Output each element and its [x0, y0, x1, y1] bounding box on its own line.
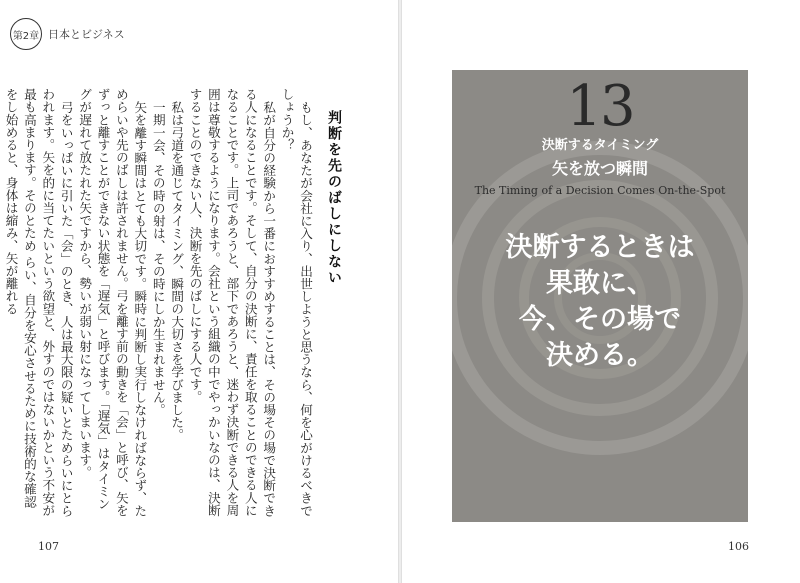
body-paragraph: 弓をいっぱいに引いた「会」のとき、人は最大限の疑いとためらいにとらわれます。矢を的に当てたいという欲望と、外すのではないかという不安が最も高まります。そのとため らい、自分を安心させるために技術的な確認をし始めると、身体は縮み、矢が離れる — [3, 88, 74, 517]
right-page — [402, 0, 800, 583]
chapter-title: 日本とビジネス — [48, 28, 125, 41]
card-headline — [452, 230, 748, 374]
body-paragraph: 一期一会、その時の射は、その時にしか生まれません。 — [150, 100, 166, 416]
card-english-title: The Timing of a Decision Comes On-the-Spot — [474, 184, 726, 197]
body-paragraph: 私は弓道を通じてタイミング、瞬間の大切さを学びました。 — [169, 100, 185, 441]
page-number: 107 — [38, 540, 59, 553]
headline-line: 果敢に、 — [546, 268, 654, 299]
body-paragraph: 私が自分の経験から一番におすすめすることは、その場その場で決断できる人になることです。そして、自分の決断に、責任を取ることのできる人になることです。上司であろうと、部下であろうと、迷わず決断できる人を周囲は尊敬するようになります。会社という組織の中でやっかいなのは、決断することのできない人、決断を先のばしにする人です。 — [187, 88, 277, 517]
title-card — [452, 70, 748, 522]
body-paragraph: 矢を離す瞬間はとても大切です。瞬時に判断し実行しなければならず、ためらいや先のばしは許されません。弓を離す前の動きを「会」と呼び、矢をずっと離すことができない状態を「遅気」と呼びます。「遅気」はタイミングが遅れて放たれた矢ですから、勢いが弱い射になってしまいます。 — [77, 88, 148, 517]
body-paragraph: もし、あなたが会社に入り、出世しようと思うなら、何を心がけるべきでしょうか？ — [279, 88, 313, 517]
card-title: 矢を放つ瞬間 — [551, 159, 648, 178]
headline-line: 決める。 — [546, 340, 654, 371]
page-number: 106 — [728, 540, 749, 553]
headline-line: 今、その場で — [519, 304, 681, 335]
card-subtitle: 決断するタイミング — [541, 138, 659, 153]
section-number: 13 — [566, 74, 634, 139]
headline-line: 決断するときは — [505, 232, 695, 263]
chapter-badge: 第2章 — [10, 18, 42, 50]
body-text — [1, 88, 314, 518]
left-page — [0, 0, 398, 583]
section-heading: 判断を先のばしにしない — [326, 110, 342, 286]
